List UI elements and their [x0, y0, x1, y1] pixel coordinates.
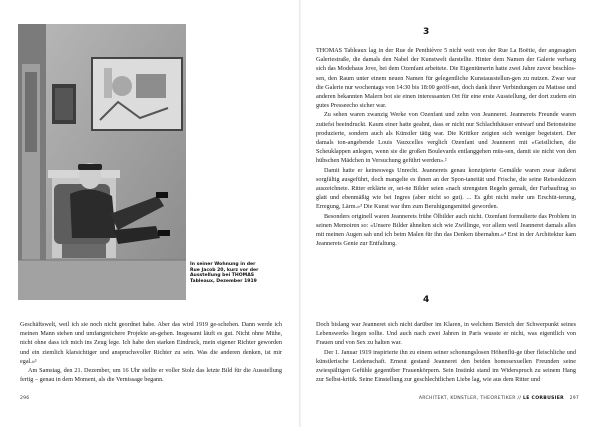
- caption-line: Rue Jacob 20, kurz vor der: [190, 267, 259, 273]
- caption-line: Ausstellung bei THOMAS: [190, 273, 255, 279]
- book-gutter: [299, 0, 301, 427]
- running-head-text: ARCHITEKT, KÜNSTLER, THEORETIKER //: [418, 396, 523, 401]
- page-number-left: 296: [20, 396, 30, 401]
- paragraph: Geschäftswelt, weil ich sie noch nicht geordnet habe. Aber das wird 1919 ge-schehen. Dann werde ich meinen Mann stehen und umfangreichere Projekte an-gehen. Insgesamt läuft es gut. Nicht ohne Mühe, nicht ohne dass ich mich ins Zeug lege. Ich habe den starken Eindruck, mein eigener Richter geworden und ein ziemlich klarsichtiger und anspruchsvoller Richter zu sein. Was die anderen denken, ist mir egal.»¹: [20, 321, 282, 365]
- chapter-heading-4: 4: [423, 295, 430, 305]
- left-page-body: [20, 320, 282, 384]
- historical-photograph: [18, 24, 186, 300]
- photo-illustration: [18, 24, 186, 300]
- paragraph: Am Samstag, den 21. Dezember, um 16 Uhr stellte er voller Stolz das letzte Bild für die Ausstellung fertig – genau in dem Moment, als die Vernissage begann.: [20, 367, 282, 384]
- running-head: [388, 396, 564, 401]
- running-head-title: LE CORBUSIER: [522, 396, 564, 401]
- paragraph: Besonders originell waren Jeannerets frühe Ölbilder auch nicht. Ozenfant formulierte das Problem in seinen Memoiren so: «Unsere Bilder ähnelten sich wie Zwillinge, vor allem weil Jeanneret damals alles mit meinen Augen sah und ich beim Malen für ihn das Denken übernahm.»⁴ Erst in der Architektur kam Jeannerets Genie zur Entfaltung.: [316, 212, 576, 248]
- chapter-heading-3: 3: [423, 27, 430, 37]
- caption-line: Tableaux, Dezember 1919: [190, 278, 257, 284]
- paragraph: Damit hatte er keineswegs Unrecht. Jeannerets genau konzipierte Gemälde waren zwar äußerst sorgfältig ausgeführt, doch mangelte es ihnen an der Spon-taneität und Frische, die seine Reiseskizzen auszeichnete. Ritter erklärte er, sei-ne Bilder seien «nach strengsten Regeln gemalt, der Farbauftrag so glatt und ebenmäßig wie bei Ingres (aber nicht so gut). ... Es gibt nicht mehr um Erschüt-terung, Erregung, Lärm.»³ Die Kunst war ihm zum Beruhigungsmittel geworden.: [316, 166, 576, 211]
- paragraph: THOMAS Tableaux lag in der Rue de Penthièvre 5 nicht weit von der Rue La Boëtie, der angesagten Galeriestraße, die damals den Nabel der Kunstwelt darstellte. Hinter dem Namen der Galerie verbarg sich das Modehaus Jove, bei dem Ozenfant arbeitete. Die Eigentümerin hatte zwei Jahre zuvor beschlos-sen, den Raum unter einem neuen Namen für gelegentliche Kunstausstellun-gen zu nutzen. Zwar war die Galerie nur wochentags von 14:30 bis 18:00 geöff-net, doch dank ihrer Verbindungen zu Matisse und anderen bekannten Malern bot sie einen interessanten Ort für eine erste Ausstellung, der dort zudem ein gutes Presseecho sicher war.: [316, 47, 576, 110]
- paragraph: Doch bislang war Jeanneret sich nicht darüber im Klaren, in welchem Bereich der Schwerpunkt seines Lebenswerks liegen sollte. Und auch nach zwei Jahren in Paris wusste er nicht, was eigentlich von Frauen und von Sex zu halten war.: [316, 321, 576, 347]
- right-page-body-section-4: [316, 320, 576, 384]
- right-page-body-section-3: [316, 46, 576, 248]
- photo-caption: [190, 262, 270, 284]
- page-number-right: 297: [569, 396, 579, 401]
- paragraph: Zu sehen waren zwanzig Werke von Ozenfant und zehn von Jeanneret. Jeannerets Freunde waren zutiefst beeindruckt. Kaum einer hatte geahnt, dass er nicht nur Schlachthäuser entwarf und Betonsteine produzierte, sondern auch als Künstler tätig war. Die Kritiker zeigten sich weniger begeistert. Der damals ton-angebende Louis Vauxcelles verglich Ozenfant und Jeanneret mit «Geistlichen, die Scheuklappen anlegen, wenn sie die großen Boulevards entlanggehen müs-sen, damit sie nicht von den hübschen Mädchen in Versuchung geführt werden».²: [316, 111, 576, 165]
- caption-line: In seiner Wohnung in der: [190, 262, 256, 267]
- paragraph: Der 1. Januar 1919 inspirierte ihn zu einem seiner schonungslosen Höhenflü-ge über fleischliche und künstlerische Leidenschaft. Erneut gestand Jeanneret den beiden homosexuellen Freunden seine zwiespältigen Gefühle gegenüber Frauenkörpern. Sein Instinkt stand im Widerspruch zu seinem Hang zur Selbst-kritik. Seine Einstellung zur geschlechtlichen Liebe lag, wie aus dem Ritter und: [316, 348, 576, 384]
